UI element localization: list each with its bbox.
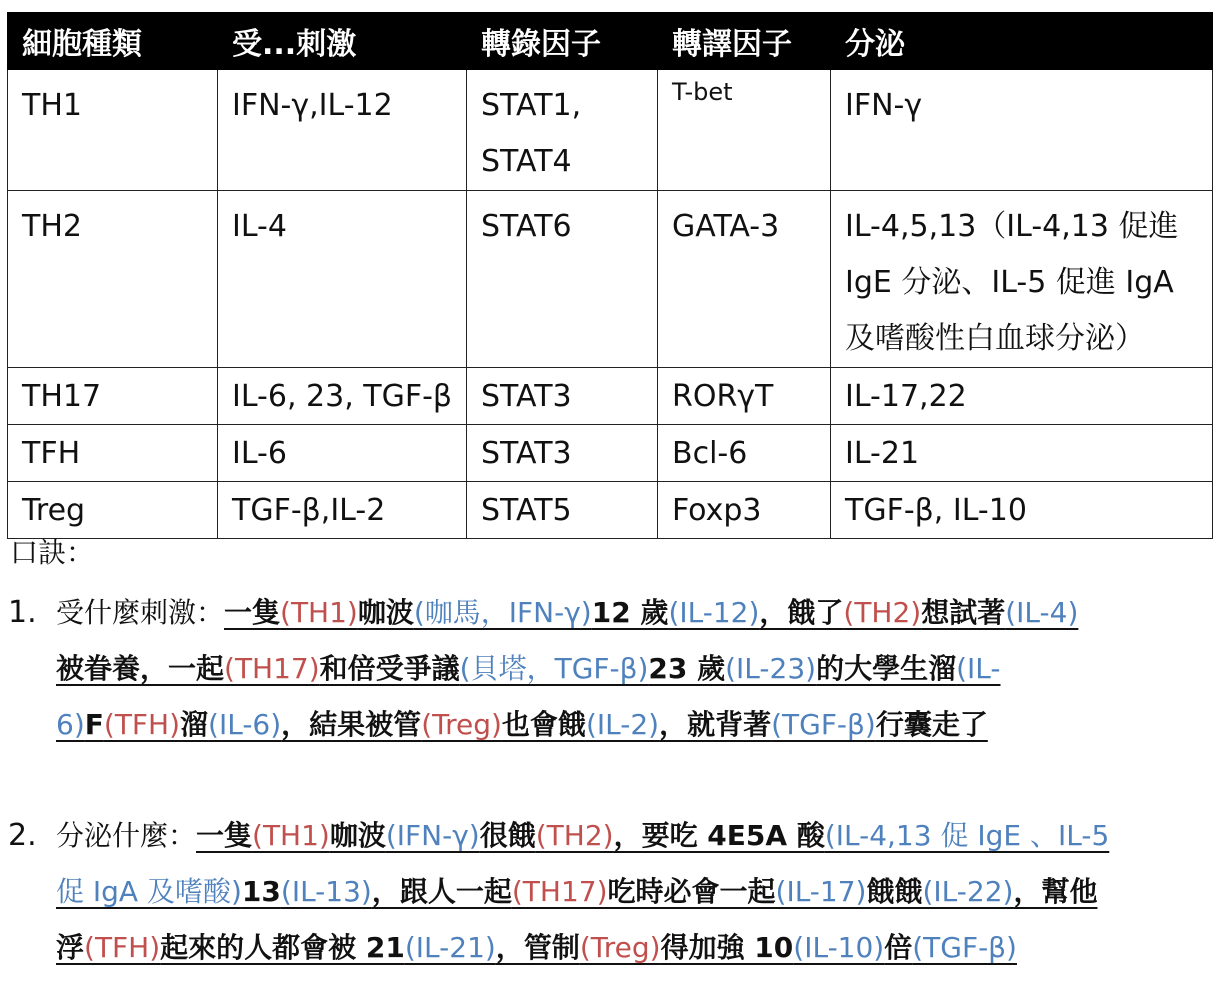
mnemonic-number-1: 1.	[8, 595, 37, 630]
mnemonic-segment: 也會餓	[501, 708, 586, 741]
mnemonic-segment: 倍	[884, 931, 913, 964]
mnemonic-segment: 一隻	[224, 596, 281, 629]
cell: T-bet	[658, 70, 831, 191]
mnemonic-segment: ，要吃 4E5A 酸	[613, 819, 825, 852]
mnemonic-segment: (IL-2)	[585, 708, 660, 741]
mnemonic-segment: 被眷養，一起	[56, 652, 225, 685]
cell: Foxp3	[658, 482, 831, 539]
cell: TGF-β, IL-10	[831, 482, 1213, 539]
mnemonic-segment: (IL-10)	[793, 931, 885, 964]
mnemonic-segment: (Treg)	[579, 931, 661, 964]
mnemonic-segment: (TH17)	[511, 875, 608, 908]
cell: IFN-γ,IL-12	[218, 70, 467, 191]
cell: IL-4	[218, 191, 467, 368]
table-row	[8, 425, 1213, 482]
mnemonic-line	[56, 697, 1216, 753]
table-row	[8, 191, 1213, 368]
mnemonic-line	[56, 808, 1216, 864]
mnemonic-segment: 很餓	[479, 819, 536, 852]
mnemonic-segment: (IL-12)	[668, 596, 760, 629]
mnemonic-segment: (IL-6)	[208, 708, 282, 741]
mnemonic-segment: (貝塔，TGF-β)	[459, 652, 649, 685]
mnemonic-segment: 23 歲	[648, 652, 726, 685]
mnemonic-line	[56, 920, 1216, 976]
mnemonic-segment: (IL-22)	[922, 875, 1014, 908]
mnemonic-line	[56, 585, 1216, 641]
mnemonic-2	[56, 808, 1216, 976]
cell: IFN-γ	[831, 70, 1213, 191]
cell: RORγT	[658, 368, 831, 425]
mnemonic-segment: 溜	[180, 708, 209, 741]
t-cell-table	[7, 12, 1213, 539]
table-header-row	[8, 13, 1213, 70]
cell: TH1	[8, 70, 218, 191]
cell: TH2	[8, 191, 218, 368]
mnemonic-segment: (TH17)	[224, 652, 320, 685]
mnemonic-segment: (TFH)	[103, 708, 181, 741]
header-translation-factor: 轉譯因子	[658, 13, 831, 70]
mnemonic-segment: 12 歲	[591, 596, 669, 629]
mnemonic-segment: (TH2)	[843, 596, 922, 629]
mnemonic-segment: F	[84, 708, 104, 741]
mnemonic-segment: 13	[241, 875, 281, 908]
cell: STAT1, STAT4	[467, 70, 658, 191]
mnemonic-1	[56, 585, 1216, 753]
mnemonic-segment: (TH2)	[535, 819, 614, 852]
mnemonic-segment: (IL-4)	[1005, 596, 1079, 629]
mnemonic-segment: (咖馬，IFN-γ)	[413, 596, 592, 629]
mnemonic-segment: 的大學生溜	[816, 652, 957, 685]
mnemonic-number-2: 2.	[8, 818, 37, 853]
cell: TFH	[8, 425, 218, 482]
mnemonic-segment: 分泌什麼：	[56, 819, 197, 852]
mnemonic-segment: ，管制	[495, 931, 580, 964]
header-secretion: 分泌	[831, 13, 1213, 70]
mnemonic-line	[56, 641, 1216, 697]
mnemonic-segment: 促 IgA 及嗜酸)	[56, 875, 242, 908]
mnemonic-segment: 想試著	[921, 596, 1006, 629]
mnemonic-segment: (TGF-β)	[771, 708, 876, 741]
mnemonic-segment: (Treg)	[421, 708, 502, 741]
table-row	[8, 70, 1213, 191]
mnemonic-segment: (TGF-β)	[912, 931, 1017, 964]
mnemonic-segment: 咖波	[357, 596, 414, 629]
cell: STAT5	[467, 482, 658, 539]
cell: Bcl-6	[658, 425, 831, 482]
mnemonic-segment: ，就背著	[659, 708, 772, 741]
cell: STAT3	[467, 368, 658, 425]
mnemonic-segment: ，餓了	[759, 596, 844, 629]
mnemonic-segment: (IL-17)	[775, 875, 867, 908]
mnemonic-segment: ，跟人一起	[371, 875, 512, 908]
mnemonic-segment: (IL-	[956, 652, 1001, 685]
cell: TH17	[8, 368, 218, 425]
cell: IL-4,5,13（IL-4,13 促進 IgE 分泌、IL-5 促進 IgA 及嗜酸性白血球分泌）	[831, 191, 1213, 368]
cell: Treg	[8, 482, 218, 539]
cell: IL-6, 23, TGF-β	[218, 368, 467, 425]
header-stimulus: 受...刺激	[218, 13, 467, 70]
mnemonic-segment: (TH1)	[280, 596, 358, 629]
mnemonic-segment: (IL-21)	[404, 931, 496, 964]
header-transcription-factor: 轉錄因子	[467, 13, 658, 70]
mnemonic-segment: 吃時必會一起	[607, 875, 776, 908]
mnemonic-segment: 行囊走了	[875, 708, 988, 741]
mnemonic-segment: 6)	[56, 708, 85, 741]
cell: TGF-β,IL-2	[218, 482, 467, 539]
cell: IL-17,22	[831, 368, 1213, 425]
cell: IL-21	[831, 425, 1213, 482]
mnemonic-segment: 一隻	[196, 819, 253, 852]
cell: GATA-3	[658, 191, 831, 368]
mnemonic-segment: (IL-23)	[725, 652, 817, 685]
mnemonic-line	[56, 864, 1216, 920]
mnemonic-segment: (IL-13)	[280, 875, 372, 908]
mnemonic-segment: (TFH)	[84, 931, 161, 964]
mnemonic-segment: 起來的人都會被 21	[160, 931, 405, 964]
mnemonic-label: 口訣：	[10, 536, 95, 569]
mnemonic-segment: 得加強 10	[660, 931, 794, 964]
table-row	[8, 368, 1213, 425]
mnemonic-segment: (TH1)	[252, 819, 330, 852]
cell: STAT6	[467, 191, 658, 368]
cell: IL-6	[218, 425, 467, 482]
cell: STAT3	[467, 425, 658, 482]
table-row	[8, 482, 1213, 539]
mnemonic-segment: (IL-4,13 促 IgE 、IL-5	[824, 819, 1110, 852]
mnemonic-segment: 咖波	[329, 819, 386, 852]
mnemonic-segment: 和倍受爭議	[319, 652, 460, 685]
mnemonic-segment: 餓餓	[866, 875, 923, 908]
mnemonic-segment: ，幫他	[1013, 875, 1098, 908]
mnemonic-segment: ，結果被管	[281, 708, 422, 741]
header-cell-type: 細胞種類	[8, 13, 218, 70]
mnemonic-segment: 受什麼刺激：	[56, 596, 225, 629]
mnemonic-segment: 浮	[56, 931, 85, 964]
mnemonic-segment: (IFN-γ)	[385, 819, 480, 852]
